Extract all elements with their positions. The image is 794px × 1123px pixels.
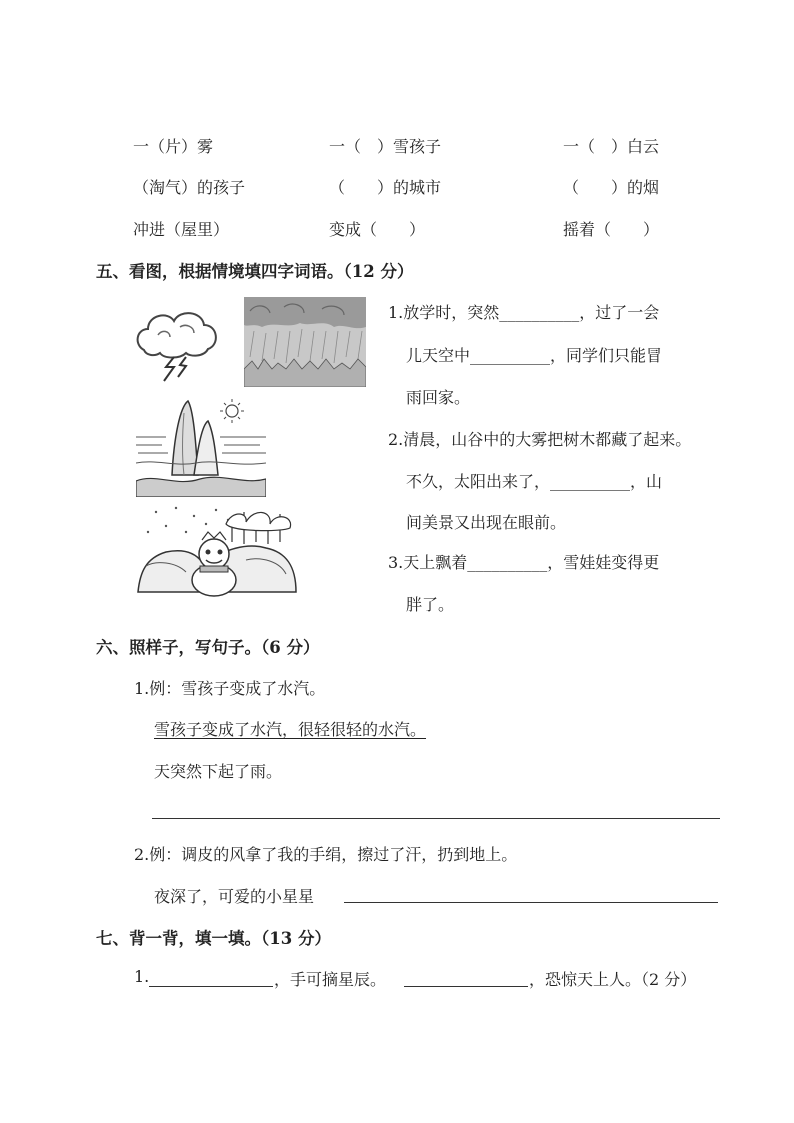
word-item: 一（ ）白云 — [563, 137, 660, 156]
scene-question-2-line2: 不久，太阳出来了，__________，山 — [406, 472, 663, 491]
prompt-sentence-1: 天突然下起了雨。 — [154, 762, 283, 781]
example-label-2: 2.例：调皮的风拿了我的手绢，擦过了汗，扔到地上。 — [134, 845, 518, 864]
scene-question-1-line1: 1.放学时，突然__________，过了一会 — [388, 303, 660, 322]
scene-question-3-line1: 3.天上飘着__________，雪娃娃变得更 — [388, 553, 660, 572]
poem-question-num: 1. — [134, 967, 150, 986]
word-item: 摇着（ ） — [563, 220, 660, 239]
thundercloud-icon — [134, 305, 220, 390]
word-item: （淘气）的孩子 — [133, 178, 246, 197]
section-title-7: 七、背一背，填一填。（13 分） — [96, 929, 331, 948]
poem-blank-2[interactable] — [404, 986, 528, 987]
word-item: 一（片）雾 — [133, 137, 214, 156]
word-item: 一（ ）雪孩子 — [329, 137, 442, 156]
snowman-in-snow-picture — [136, 502, 298, 600]
section-title-6: 六、照样子，写句子。（6 分） — [96, 638, 320, 657]
word-item: 变成（ ） — [329, 220, 426, 239]
example-label-1: 1.例：雪孩子变成了水汽。 — [134, 679, 326, 698]
mountains-in-mist-picture — [136, 397, 266, 497]
prompt-sentence-2: 夜深了，可爱的小星星 — [154, 887, 315, 906]
example-sentence-1: 雪孩子变成了水汽，很轻很轻的水汽。 — [154, 720, 427, 739]
poem-line-1: ，手可摘星辰。 — [274, 970, 387, 989]
word-item: 冲进（屋里） — [133, 220, 230, 239]
scene-question-2-line1: 2.清晨，山谷中的大雾把树木都藏了起来。 — [388, 430, 692, 449]
scene-question-3-line2: 胖了。 — [406, 595, 455, 614]
section-title-5: 五、看图，根据情境填四字词语。（12 分） — [96, 262, 414, 281]
scene-question-1-line2: 儿天空中__________，同学们只能冒 — [406, 346, 663, 365]
answer-line-1[interactable] — [152, 818, 720, 819]
scene-question-2-line3: 间美景又出现在眼前。 — [406, 513, 567, 532]
scene-question-1-line3: 雨回家。 — [406, 388, 471, 407]
answer-line-2[interactable] — [344, 902, 718, 903]
poem-line-2: ，恐惊天上人。（2 分） — [529, 970, 697, 989]
poem-blank-1[interactable] — [149, 986, 273, 987]
word-item: （ ）的城市 — [329, 178, 442, 197]
rain-over-field-picture — [244, 297, 366, 387]
word-item: （ ）的烟 — [563, 178, 660, 197]
